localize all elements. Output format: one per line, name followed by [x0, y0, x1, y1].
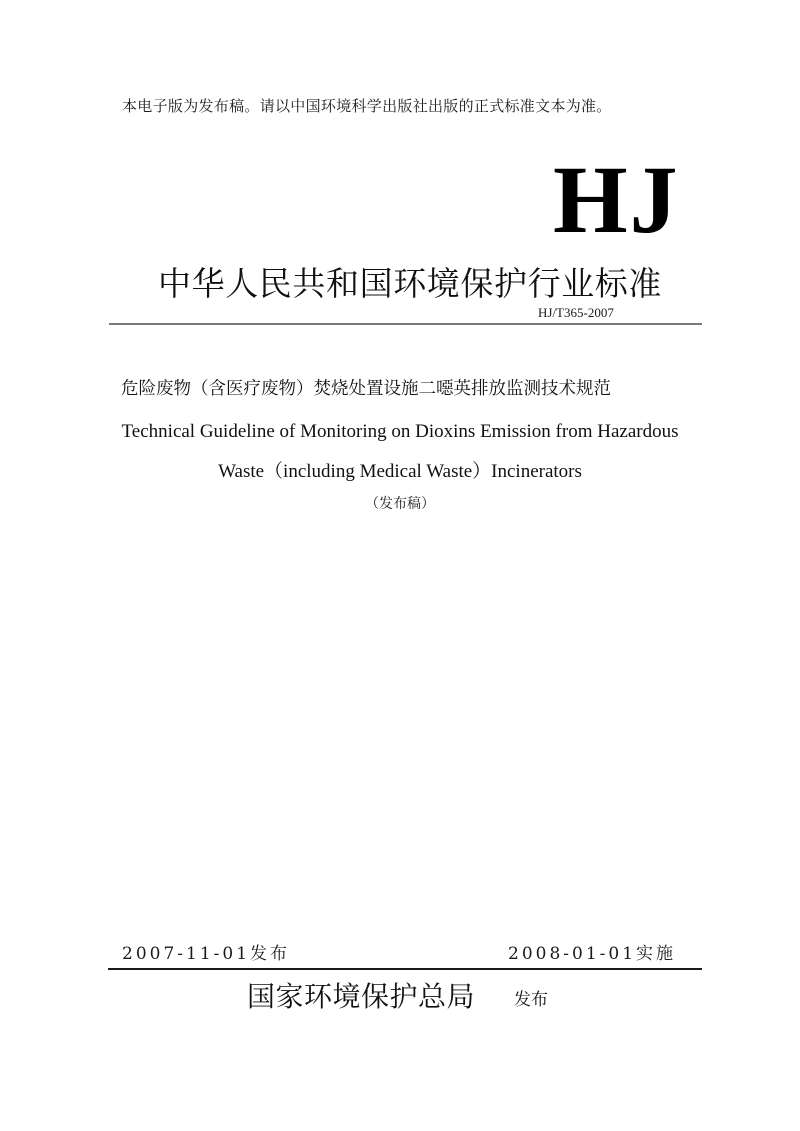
- electronic-version-notice: 本电子版为发布稿。请以中国环境科学出版社出版的正式标准文本为准。: [122, 97, 612, 115]
- issuing-authority: 国家环境保护总局: [247, 980, 476, 1013]
- effective-date: 2008-01-01实施: [508, 944, 677, 964]
- standard-category-title: 中华人民共和国环境保护行业标准: [158, 264, 662, 303]
- standard-code: HJ/T365-2007: [538, 305, 614, 320]
- draft-label: （发布稿）: [365, 496, 435, 512]
- issuer-action-label: 发布: [514, 990, 548, 1010]
- hj-standard-logo: HJ: [553, 146, 680, 253]
- english-title-line-2: Waste（including Medical Waste）Incinerators: [218, 461, 582, 482]
- english-title-line-1: Technical Guideline of Monitoring on Dioxins Emission from Hazardous: [121, 421, 679, 442]
- issue-date: 2007-11-01发布: [122, 944, 291, 964]
- bottom-divider: [108, 968, 702, 970]
- chinese-document-title: 危险废物（含医疗废物）焚烧处置设施二噁英排放监测技术规范: [121, 379, 611, 399]
- top-divider: [109, 323, 702, 325]
